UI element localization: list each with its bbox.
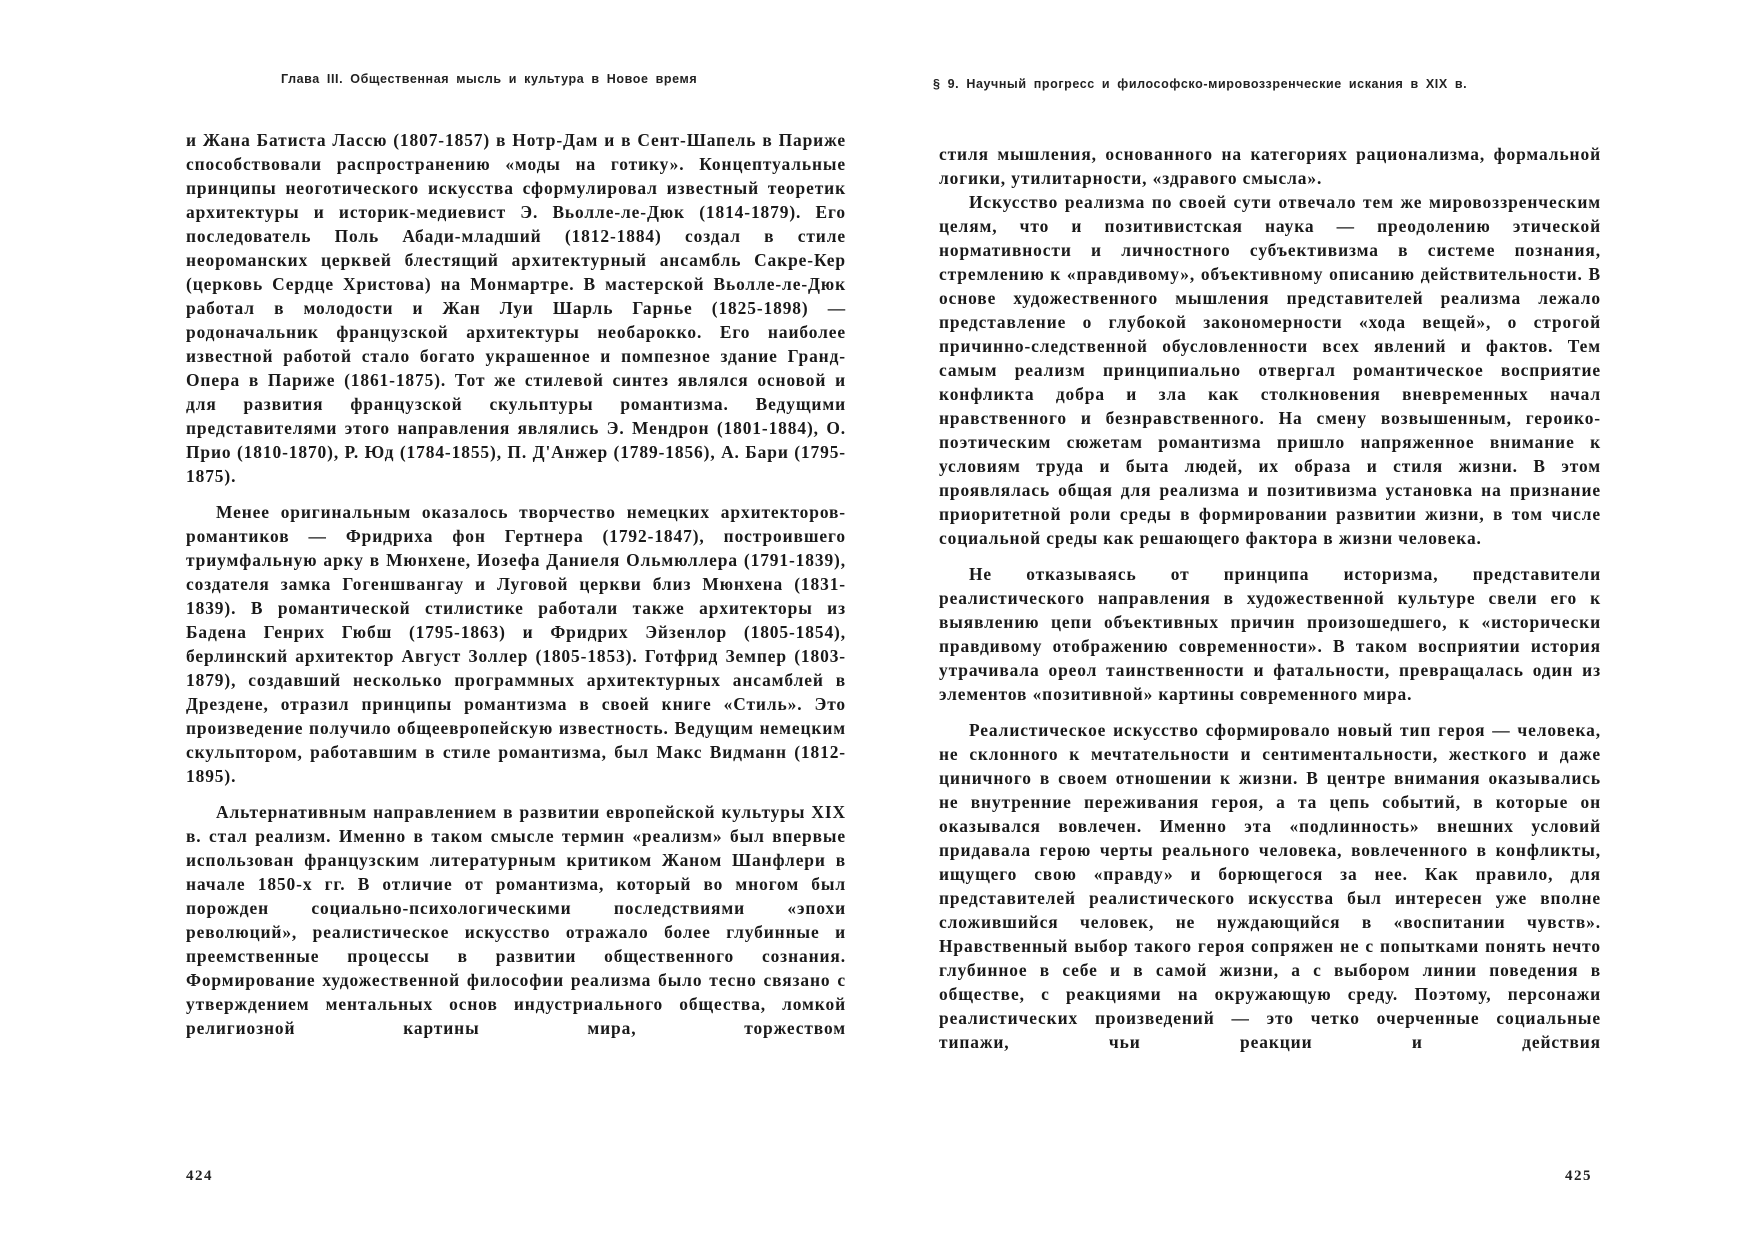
left-paragraph-2: Менее оригинальным оказалось творчество немецких архитекторов-романтиков — Фридриха фон Гертнера (1792-1847), построившего триумфальную арку в Мюнхене, Иозефа Даниеля Ольмюллера (1791-1839), создателя замка Гогеншвангау и Луговой церкви близ Мюнхена (1831-1839). В романтической стилистике работали также архитекторы из Бадена Генрих Гюбш (1795-1863) и Фридрих Эйзенлор (1805-1854), берлинский архитектор Август Золлер (1805-1853). Готфрид Земпер (1803-1879), создавший несколько программных архитектурных ансамблей в Дрездене, отразил принципы романтизма в своей книге «Стиль». Это произведение получило общеевропейскую известность. Ведущим немецким скульптором, работавшим в стиле романтизма, был Макс Видманн (1812-1895). (186, 502, 846, 786)
left-paragraph-3: Альтернативным направлением в развитии европейской культуры XIX в. стал реализм. Именно в таком смысле термин «реализм» был впервые использован французским литературным критиком Жаном Шанфлери в начале 1850-х гг. В отличие от романтизма, который во многом был порожден социально-психологическими последствиями «эпохи революций», реалистическое искусство отражало более глубинные и преемственные процессы в развитии общественного сознания. Формирование художественной философии реализма было тесно связано с утверждением ментальных основ индустриального общества, ломкой религиозной картины мира, торжеством (186, 802, 846, 1038)
left-running-head: Глава III. Общественная мысль и культура в Новое время (281, 72, 698, 86)
right-paragraph-1: стиля мышления, основанного на категориях рационализма, формальной логики, утилитарности, «здравого смысла». (939, 144, 1601, 188)
left-text-block (186, 128, 846, 1040)
right-paragraph-4: Реалистическое искусство сформировало новый тип героя — человека, не склонного к мечтательности и сентиментальности, жесткого и даже циничного в своем отношении к жизни. В центре внимания оказывались не внутренние переживания героя, а та цепь событий, в которые он оказывался вовлечен. Именно эта «подлинность» внешних условий придавала герою черты реального человека, вовлеченного в конфликты, ищущего свою «правду» и борющегося за нее. Как правило, для представителей реалистического искусства был интересен уже вполне сложившийся человек, не нуждающийся в «воспитании чувств». Нравственный выбор такого героя сопряжен не с попытками понять нечто глубинное в себе и в самой жизни, а с выбором линии поведения в обществе, с реакциями на окружающую среду. Поэтому, персонажи реалистических произведений — это четко очерченные социальные типажи, чьи реакции и действия (939, 720, 1601, 1052)
left-page-number: 424 (186, 1168, 213, 1184)
right-page (877, 0, 1754, 1239)
right-page-number: 425 (1565, 1168, 1592, 1184)
right-text-block (939, 142, 1601, 1054)
right-paragraph-2: Искусство реализма по своей сути отвечало тем же мировоззренческим целям, что и позитивистская наука — преодолению этической нормативности и личностного субъективизма в системе познания, стремлению к «правдивому», объективному описанию действительности. В основе художественного мышления представителей реализма лежало представление о глубокой закономерности «хода вещей», о строгой причинно-следственной обусловленности всех явлений и фактов. Тем самым реализм принципиально отвергал романтическое восприятие конфликта добра и зла как столкновения вневременных начал нравственного и безнравственного. На смену возвышенным, героико-поэтическим сюжетам романтизма пришло напряженное внимание к условиям труда и быта людей, их образа и стиля жизни. В этом проявлялась общая для реализма и позитивизма установка на признание приоритетной роли среды в формировании развитии жизни, в том числе социальной среды как решающего фактора в жизни человека. (939, 192, 1601, 548)
right-running-head: § 9. Научный прогресс и философско-мировоззренческие искания в XIX в. (933, 77, 1468, 91)
left-paragraph-1: и Жана Батиста Лассю (1807-1857) в Нотр-Дам и в Сент-Шапель в Париже способствовали распространению «моды на готику». Концептуальные принципы неоготического искусства сформулировал известный теоретик архитектуры и историк-медиевист Э. Вьолле-ле-Дюк (1814-1879). Его последователь Поль Абади-младший (1812-1884) создал в стиле неороманских церквей блестящий архитектурный ансамбль Сакре-Кер (церковь Сердце Христова) на Монмартре. В мастерской Вьолле-ле-Дюк работал в молодости и Жан Луи Шарль Гарнье (1825-1898) — родоначальник французской архитектуры необарокко. Его наиболее известной работой стало богато украшенное и помпезное здание Гранд-Опера в Париже (1861-1875). Тот же стилевой синтез являлся основой и для развития французской скульптуры романтизма. Ведущими представителями этого направления являлись Э. Мендрон (1801-1884), О. Прио (1810-1870), Р. Юд (1784-1855), П. Д'Анжер (1789-1856), А. Бари (1795-1875). (186, 130, 846, 486)
right-paragraph-3: Не отказываясь от принципа историзма, представители реалистического направления в художественной культуре свели его к выявлению цепи объективных причин произошедшего, к «исторически правдивому отображению современности». В таком восприятии история утрачивала ореол таинственности и фатальности, превращалась один из элементов «позитивной» картины современного мира. (939, 564, 1601, 704)
